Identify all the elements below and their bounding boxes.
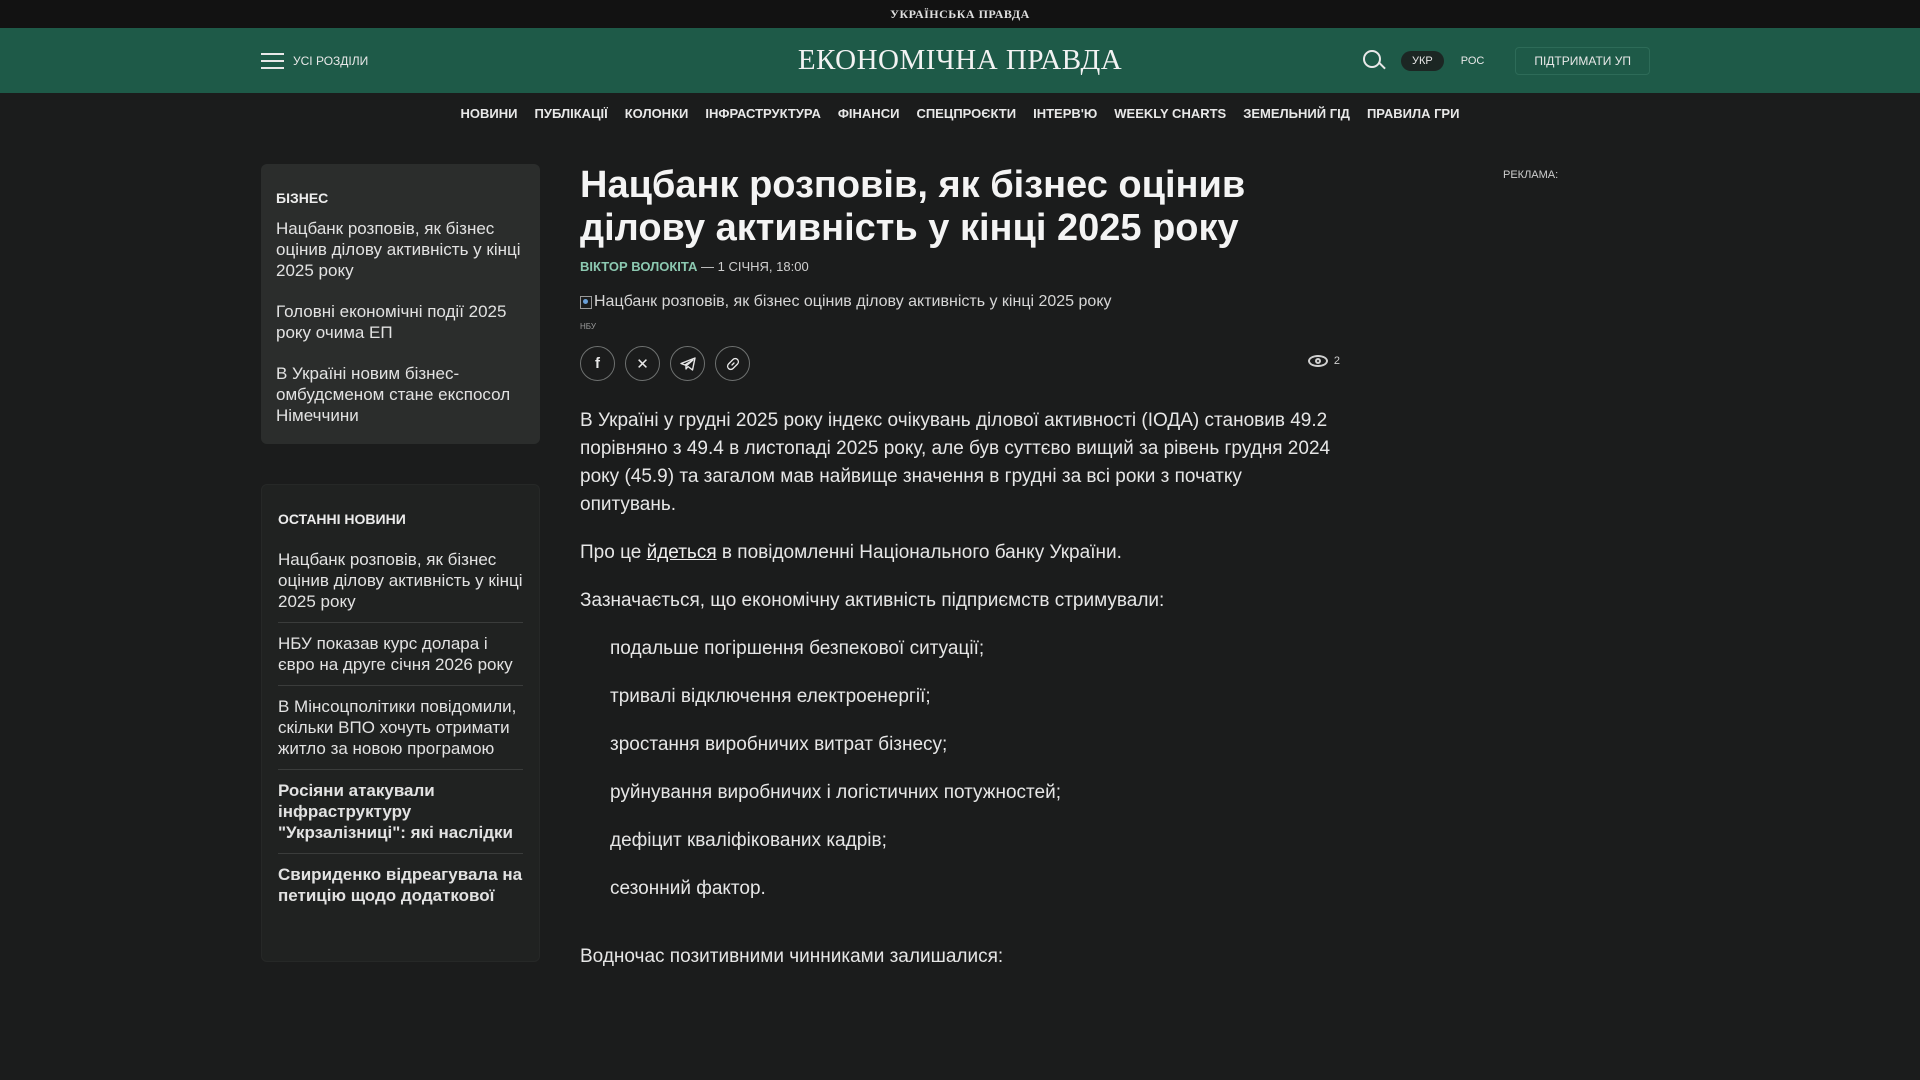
language-switcher — [1401, 51, 1495, 71]
list-item: сезонний фактор. — [610, 878, 766, 899]
news-item[interactable]: В Мінсоцполітики повідомили, скільки ВПО хочуть отримати житло за новою програмою — [278, 686, 523, 770]
nav-item-news[interactable]: НОВИНИ — [460, 106, 518, 121]
search-icon[interactable] — [1363, 50, 1385, 72]
list-item: дефіцит кваліфікованих кадрів; — [610, 830, 887, 851]
news-item[interactable]: Свириденко відреагувала на петицію щодо додаткової — [278, 865, 523, 905]
paragraph: Про це йдеться в повідомленні Національного банку України. — [580, 542, 1122, 563]
latest-news-title: ОСТАННІ НОВИНИ — [278, 511, 406, 527]
nav-item-land-guide[interactable]: ЗЕМЕЛЬНИЙ ГІД — [1243, 106, 1350, 121]
nav-item-finance[interactable]: ФІНАНСИ — [837, 106, 900, 121]
author-link[interactable]: ВІКТОР ВОЛОКІТА — [580, 259, 698, 274]
article — [580, 164, 1340, 994]
site-logo[interactable]: ЕКОНОМІЧНА ПРАВДА — [797, 44, 1123, 76]
business-item[interactable]: Головні економічні події 2025 року очима ЕП — [276, 302, 507, 342]
all-sections-label: УСІ РОЗДІЛИ — [293, 53, 369, 68]
left-sidebar — [261, 164, 540, 962]
list-item: подальше погіршення безпекової ситуації; — [610, 638, 985, 659]
header-actions — [1363, 28, 1650, 93]
nav-item-special-projects[interactable]: СПЕЦПРОЄКТИ — [916, 106, 1017, 121]
lang-ukr-button[interactable]: УКР — [1401, 51, 1444, 71]
ad-label: РЕКЛАМА: — [1503, 169, 1559, 181]
business-card — [261, 164, 540, 444]
news-item[interactable]: НБУ показав курс долара і євро на друге січня 2026 року — [278, 623, 523, 686]
image-caption: НБУ — [580, 322, 596, 331]
news-item[interactable]: Росіяни атакували інфраструктуру "Укрзалізниці": які наслідки — [278, 770, 523, 854]
all-sections-button[interactable] — [261, 28, 368, 93]
eye-icon — [1308, 355, 1328, 367]
nav-item-publications[interactable]: ПУБЛІКАЦІЇ — [534, 106, 608, 121]
x-icon[interactable]: ✕ — [625, 346, 660, 381]
broken-image-icon — [580, 296, 592, 309]
views-count: 2 — [1333, 355, 1340, 367]
paragraph: Водночас позитивними чинниками залишалися: — [580, 946, 1004, 967]
business-item[interactable]: В Україні новим бізнес-омбудсменом стане експосол Німеччини — [276, 364, 511, 425]
site-header — [0, 28, 1920, 93]
byline — [580, 259, 1340, 274]
hamburger-icon — [261, 53, 284, 69]
source-link[interactable]: йдеться — [646, 542, 717, 563]
article-title: Нацбанк розповів, як бізнес оцінив ділову активність у кінці 2025 року — [580, 164, 1246, 249]
business-item[interactable]: Нацбанк розповів, як бізнес оцінив ділову активність у кінці 2025 року — [276, 219, 521, 280]
nav-item-interview[interactable]: ІНТЕРВ'Ю — [1033, 106, 1098, 121]
telegram-icon[interactable] — [670, 346, 705, 381]
factors-list — [610, 635, 1340, 903]
paragraph: В Україні у грудні 2025 року індекс очікувань ділової активності (ІОДА) становив 49.2 порівняно з 49.4 в листопаді 2025 року, але був суттєво вищий за рівень грудня 2024 року (45.9) та загалом мав найвище значення в грудні за всі роки з початку опитувань. — [580, 410, 1331, 515]
main-nav — [0, 93, 1920, 134]
article-body — [580, 407, 1340, 971]
facebook-icon[interactable]: f — [580, 346, 615, 381]
views-counter — [1308, 355, 1340, 367]
news-item[interactable]: Нацбанк розповів, як бізнес оцінив ділову активність у кінці 2025 року — [278, 539, 523, 623]
paragraph: Зазначається, що економічну активність підприємств стримували: — [580, 590, 1165, 611]
publish-date: — 1 СІЧНЯ, 18:00 — [697, 259, 809, 274]
lang-ros-button[interactable]: РОС — [1460, 54, 1485, 67]
share-row — [580, 346, 1340, 381]
nav-item-weekly-charts[interactable]: WEEKLY CHARTS — [1114, 106, 1227, 121]
latest-news-card — [261, 484, 540, 962]
link-icon[interactable] — [715, 346, 750, 381]
nav-item-rules[interactable]: ПРАВИЛА ГРИ — [1366, 106, 1460, 121]
business-title: БІЗНЕС — [276, 190, 329, 206]
nav-item-columns[interactable]: КОЛОНКИ — [624, 106, 689, 121]
support-button[interactable]: ПІДТРИМАТИ УП — [1515, 47, 1650, 75]
top-strip — [0, 0, 1920, 28]
image-alt-text: Нацбанк розповів, як бізнес оцінив ділову активність у кінці 2025 року — [594, 293, 1112, 310]
up-brand-link[interactable]: УКРАЇНСЬКА ПРАВДА — [890, 6, 1030, 21]
list-item: зростання виробничих витрат бізнесу; — [610, 734, 948, 755]
list-item: тривалі відключення електроенергії; — [610, 686, 931, 707]
article-image — [580, 293, 1340, 311]
list-item: руйнування виробничих і логістичних потужностей; — [610, 782, 1061, 803]
nav-item-infrastructure[interactable]: ІНФРАСТРУКТУРА — [705, 106, 821, 121]
